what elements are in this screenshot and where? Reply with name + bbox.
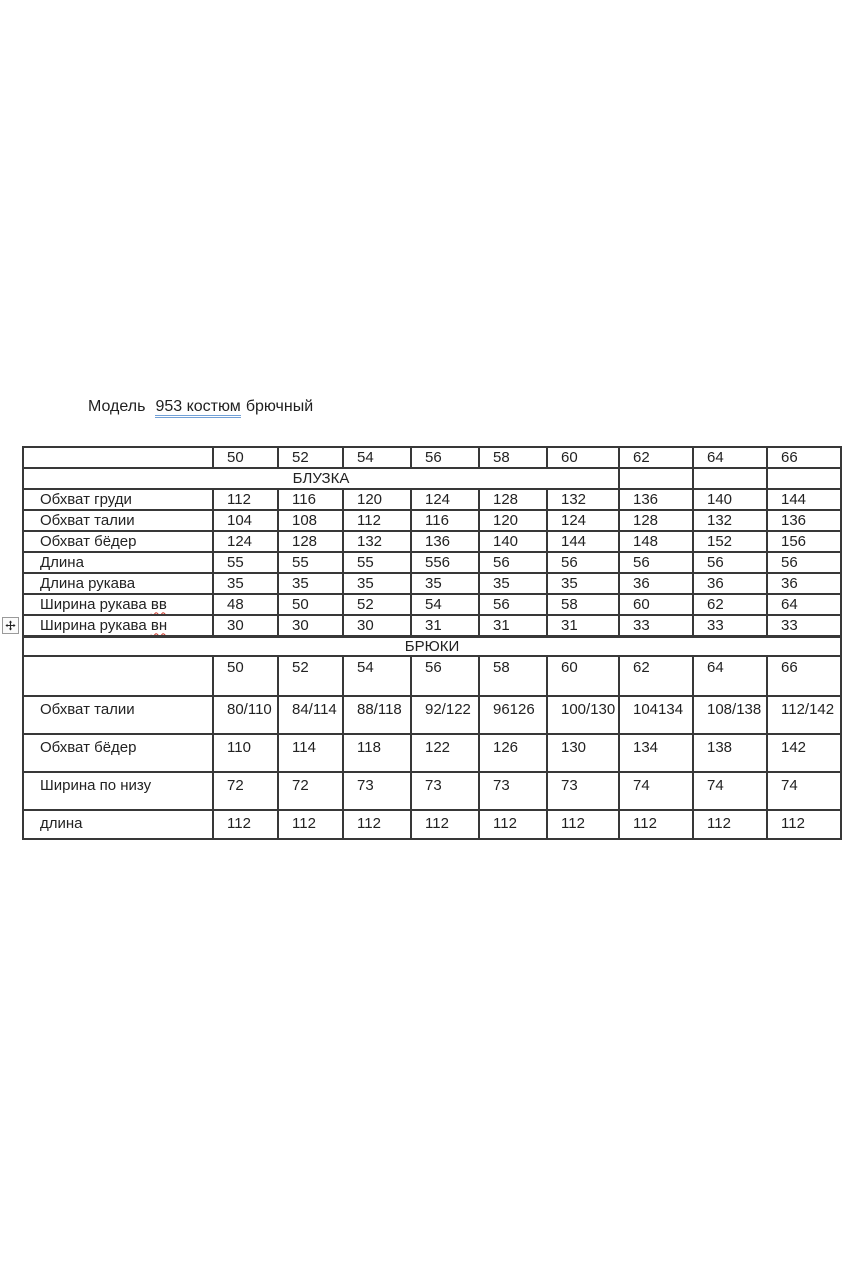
value-cell: 140 (479, 531, 547, 552)
value-cell: 56 (479, 594, 547, 615)
misspelled-word: вн (150, 616, 168, 634)
table-row (23, 615, 841, 636)
value-cell: 112 (767, 810, 841, 839)
section-row-trousers (23, 637, 841, 656)
value-cell: 112 (547, 810, 619, 839)
size-header-cell: 62 (619, 656, 693, 696)
value-cell: 124 (547, 510, 619, 531)
table-row (23, 810, 841, 839)
blouse-size-table (22, 446, 842, 637)
value-cell: 36 (693, 573, 767, 594)
title-prefix: Модель (88, 398, 146, 415)
table-row (23, 489, 841, 510)
value-cell: 112 (411, 810, 479, 839)
size-header-cell: 58 (479, 656, 547, 696)
size-header-cell: 66 (767, 656, 841, 696)
table-row (23, 573, 841, 594)
value-cell: 33 (619, 615, 693, 636)
value-cell: 104134 (619, 696, 693, 734)
value-cell: 136 (619, 489, 693, 510)
trousers-corner-cell (23, 656, 213, 696)
size-header-cell: 58 (479, 447, 547, 468)
value-cell: 144 (767, 489, 841, 510)
value-cell: 148 (619, 531, 693, 552)
value-cell: 112 (343, 510, 411, 531)
value-cell: 126 (479, 734, 547, 772)
value-cell: 35 (278, 573, 343, 594)
value-cell: 73 (479, 772, 547, 810)
value-cell: 120 (343, 489, 411, 510)
size-header-cell: 66 (767, 447, 841, 468)
value-cell: 112 (693, 810, 767, 839)
row-label-cell: Обхват талии (23, 510, 213, 531)
value-cell: 74 (767, 772, 841, 810)
move-arrows-icon (5, 620, 16, 631)
value-cell: 118 (343, 734, 411, 772)
value-cell: 35 (411, 573, 479, 594)
value-cell: 35 (343, 573, 411, 594)
value-cell: 114 (278, 734, 343, 772)
value-cell: 73 (343, 772, 411, 810)
size-header-cell: 56 (411, 447, 479, 468)
value-cell: 108 (278, 510, 343, 531)
value-cell: 36 (619, 573, 693, 594)
value-cell: 31 (547, 615, 619, 636)
table-row (23, 510, 841, 531)
title-model-number: 953 костюм (155, 399, 240, 418)
value-cell: 134 (619, 734, 693, 772)
size-header-row (23, 447, 841, 468)
value-cell: 132 (547, 489, 619, 510)
value-cell: 96126 (479, 696, 547, 734)
value-cell: 33 (767, 615, 841, 636)
table-row (23, 772, 841, 810)
empty-cell (767, 468, 841, 489)
title-suffix: брючный (245, 398, 314, 415)
section-label-blouse: БЛУЗКА (23, 468, 619, 489)
value-cell: 128 (278, 531, 343, 552)
value-cell: 35 (547, 573, 619, 594)
value-cell: 108/138 (693, 696, 767, 734)
value-cell: 128 (479, 489, 547, 510)
section-row-blouse (23, 468, 841, 489)
size-header-cell: 54 (343, 447, 411, 468)
table-row (23, 594, 841, 615)
value-cell: 48 (213, 594, 278, 615)
value-cell: 144 (547, 531, 619, 552)
value-cell: 140 (693, 489, 767, 510)
row-label-cell: Обхват груди (23, 489, 213, 510)
value-cell: 56 (619, 552, 693, 573)
value-cell: 73 (547, 772, 619, 810)
size-header-cell: 50 (213, 447, 278, 468)
row-label-cell: Обхват бёдер (23, 734, 213, 772)
value-cell: 112 (213, 489, 278, 510)
value-cell: 35 (213, 573, 278, 594)
row-label-cell: длина (23, 810, 213, 839)
value-cell: 74 (693, 772, 767, 810)
value-cell: 62 (693, 594, 767, 615)
value-cell: 104 (213, 510, 278, 531)
size-header-cell: 60 (547, 656, 619, 696)
empty-cell (693, 468, 767, 489)
value-cell: 112 (213, 810, 278, 839)
value-cell: 30 (213, 615, 278, 636)
size-header-cell: 60 (547, 447, 619, 468)
value-cell: 56 (767, 552, 841, 573)
misspelled-word: вв (150, 595, 167, 613)
value-cell: 30 (343, 615, 411, 636)
value-cell: 54 (411, 594, 479, 615)
size-header-cell: 62 (619, 447, 693, 468)
size-header-cell: 64 (693, 656, 767, 696)
value-cell: 31 (479, 615, 547, 636)
value-cell: 124 (213, 531, 278, 552)
value-cell: 112 (278, 810, 343, 839)
value-cell: 55 (213, 552, 278, 573)
value-cell: 80/110 (213, 696, 278, 734)
value-cell: 116 (278, 489, 343, 510)
value-cell: 30 (278, 615, 343, 636)
value-cell: 74 (619, 772, 693, 810)
table-move-handle[interactable] (2, 617, 19, 634)
value-cell: 58 (547, 594, 619, 615)
row-label-cell: Длина рукава (23, 573, 213, 594)
value-cell: 56 (479, 552, 547, 573)
row-label-cell: Обхват талии (23, 696, 213, 734)
value-cell: 112 (479, 810, 547, 839)
size-header-cell: 64 (693, 447, 767, 468)
value-cell: 120 (479, 510, 547, 531)
row-label-cell: Ширина рукава вн (23, 615, 213, 636)
value-cell: 64 (767, 594, 841, 615)
size-header-cell: 52 (278, 656, 343, 696)
blouse-corner-cell (23, 447, 213, 468)
value-cell: 110 (213, 734, 278, 772)
value-cell: 55 (278, 552, 343, 573)
value-cell: 72 (278, 772, 343, 810)
trousers-size-table (22, 636, 842, 840)
value-cell: 50 (278, 594, 343, 615)
value-cell: 92/122 (411, 696, 479, 734)
value-cell: 156 (767, 531, 841, 552)
row-label-cell: Длина (23, 552, 213, 573)
value-cell: 112 (619, 810, 693, 839)
value-cell: 33 (693, 615, 767, 636)
row-label-cell: Ширина рукава вв (23, 594, 213, 615)
value-cell: 556 (411, 552, 479, 573)
value-cell: 84/114 (278, 696, 343, 734)
value-cell: 132 (693, 510, 767, 531)
value-cell: 152 (693, 531, 767, 552)
value-cell: 128 (619, 510, 693, 531)
value-cell: 132 (343, 531, 411, 552)
value-cell: 55 (343, 552, 411, 573)
section-label-trousers: БРЮКИ (23, 637, 841, 656)
table-row (23, 696, 841, 734)
value-cell: 52 (343, 594, 411, 615)
value-cell: 130 (547, 734, 619, 772)
value-cell: 122 (411, 734, 479, 772)
value-cell: 73 (411, 772, 479, 810)
table-row (23, 734, 841, 772)
value-cell: 142 (767, 734, 841, 772)
value-cell: 112/142 (767, 696, 841, 734)
table-row (23, 531, 841, 552)
size-header-cell: 52 (278, 447, 343, 468)
value-cell: 31 (411, 615, 479, 636)
size-header-cell: 54 (343, 656, 411, 696)
value-cell: 100/130 (547, 696, 619, 734)
value-cell: 36 (767, 573, 841, 594)
value-cell: 56 (547, 552, 619, 573)
page-title (88, 397, 313, 418)
value-cell: 88/118 (343, 696, 411, 734)
row-label-cell: Ширина по низу (23, 772, 213, 810)
size-header-cell: 50 (213, 656, 278, 696)
size-header-row (23, 656, 841, 696)
value-cell: 112 (343, 810, 411, 839)
table-row (23, 552, 841, 573)
value-cell: 60 (619, 594, 693, 615)
value-cell: 35 (479, 573, 547, 594)
value-cell: 136 (767, 510, 841, 531)
value-cell: 56 (693, 552, 767, 573)
value-cell: 136 (411, 531, 479, 552)
value-cell: 138 (693, 734, 767, 772)
empty-cell (619, 468, 693, 489)
value-cell: 116 (411, 510, 479, 531)
size-header-cell: 56 (411, 656, 479, 696)
row-label-cell: Обхват бёдер (23, 531, 213, 552)
value-cell: 72 (213, 772, 278, 810)
value-cell: 124 (411, 489, 479, 510)
